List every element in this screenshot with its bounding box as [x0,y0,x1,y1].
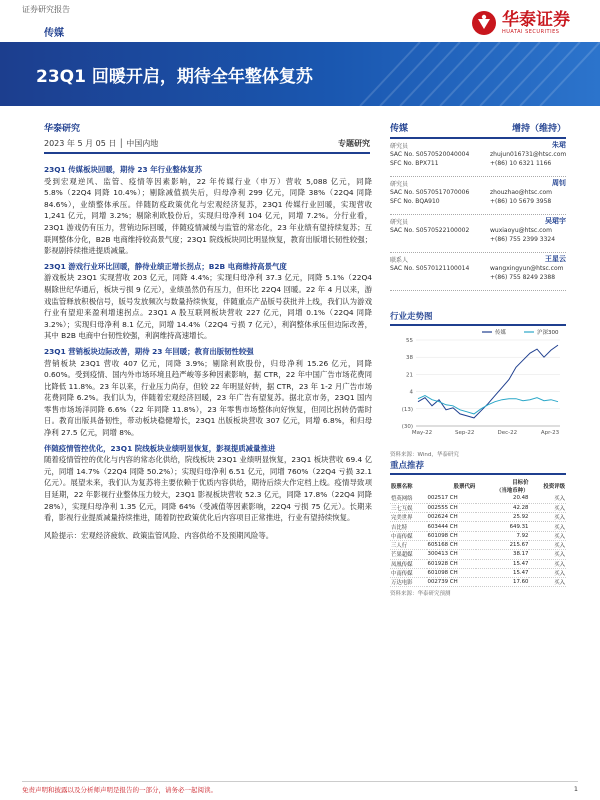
brand-logo [471,10,570,36]
stock-code: 605168 CH [427,540,477,549]
meta-row [44,138,370,154]
industry-trend-chart [390,326,566,444]
picks-row [390,494,566,503]
picks-header-name: 股票名称 [391,484,413,490]
x-tick-label: Apr-23 [540,430,560,436]
stock-name: 万达电影 [390,578,427,587]
rating: 增持（维持） [511,124,566,134]
picks-header-target-bottom: （当地币种） [496,488,529,494]
analyst-phone: +(86) 10 6321 1166 [490,160,552,167]
picks-table [390,478,566,587]
stock-name: 恺英网络 [390,494,427,503]
rating-bar [390,121,566,139]
analyst-card [390,215,566,253]
date-location: 2023 年 5 月 05 日 │ 中国内地 [44,139,159,148]
y-tick-label: (30) [401,424,413,430]
legend-label: 传媒 [495,330,507,336]
analyst-role: 研究员 [390,219,409,226]
analyst-phone: +(86) 755 2399 3324 [490,236,556,243]
analyst-sac: SAC No. S0570522100002 [390,227,470,234]
report-category: 传媒 [44,28,64,39]
x-tick-label: Sep-22 [454,430,475,436]
title-banner [0,42,600,106]
section-body: 受到宏观逆风、监管、疫情等因素影响，22 年传媒行业（申万）营收 5,088 亿元，同降 5.8%（22Q4 同降 10.4%）；剔除减值损失后，归母净利 299 亿元，同降 38%（22Q4 同降 84.6%），业绩整体承压。伴随防疫政策优化与宏观经济复苏，23Q1 传媒行业回暖，实现营收 1,241 亿元，同增 3.2%；剔除利欧股份后，实现归母净利 104 亿元，同增 7.2%。分行业看，23Q1 游戏仍有压力，营销边际回暖，伴随疫情减缓与监管的常态化，23 年业绩有望持续复苏；互联网整体分化，B2B 电商维持较高景气度；23Q1 院线板块同比明显恢复，教育出版增长韧性较强；影视剧持续推进提质减量。 [44,176,372,256]
investment-rating: 买入 [529,578,566,587]
stock-code: 002517 CH [427,494,477,503]
stock-name: 三七互娱 [390,503,427,512]
report-label: 证券研究报告 [22,5,70,14]
huatai-logo-icon [471,10,497,36]
report-title: 23Q1 回暖开启，期待全年整体复苏 [36,67,313,87]
target-price: 15.47 [476,559,529,568]
analyst-name: 王星云 [545,255,566,263]
investment-rating: 买入 [529,513,566,522]
picks-row [390,568,566,577]
analyst-phone: +(86) 10 5679 3958 [490,198,552,205]
target-price: 17.60 [476,578,529,587]
page-footer [22,781,578,794]
picks-header-target [476,478,529,494]
section-title: 23Q1 传媒板块回暖，期待 23 年行业整体复苏 [44,165,202,174]
section-body: 营销板块 23Q1 营收 407 亿元，同降 3.9%；剔除利欧股份，归母净利 15.26 亿元，同降 0.60%。受到疫情、国内外市场环境且趋严峻等多种因素影响，据 CTR，22 年中国广告市场花费同比降低 11.8%。23 年以来，行业压力尚存，但较 22 年明显好转，据 CTR，23 年 1-2 月广告市场花费同降 6.2%。我们认为，伴随着宏观经济回暖，23 年广告有望复苏。据北京市务，23Q1 国内零售市场场洋同降 6.6%（22 年同降 11.8%），23 年零售市场整体向好恢复，但同比拐转仍需时日。教育出版具备韧性，带动板块稳健增长，23Q1 出版板块营收 307 亿元，同增 6.8%，和归母净利 27.5 亿元，同增 8%。 [44,358,372,438]
section-title: 23Q1 游戏行业环比回暖，静待业绩正增长拐点；B2B 电商维持高景气度 [44,261,287,271]
stock-name: 中南传媒 [390,531,427,540]
picks-row [390,578,566,587]
analyst-phone: +(86) 755 8249 2388 [490,274,556,281]
section-title: 23Q1 营销板块边际改善，期待 23 年回暖；教育出版韧性较强 [44,346,254,356]
stock-code: 002624 CH [427,513,477,522]
main-content [44,160,372,541]
analyst-email[interactable]: zhouzhao@htsc.com [490,189,553,196]
target-price: 15.47 [476,568,529,577]
brand-name: 华泰证券 [502,9,570,30]
series-line-media [418,345,558,418]
analyst-sac: SAC No. S0570121100014 [390,265,470,272]
section-body: 游戏板块 23Q1 实现营收 203 亿元，同降 4.4%；实现归母净利 37.3 亿元，同降 5.1%（22Q4 剔除世纪华通后，板块亏损 9 亿元），业绩虽然仍有压力，但环比 22Q4 回暖。22 年 4 月以来，游戏监管释放积极信号，版号发放频次与数量持续恢复，伴随重点产品版号获批并上线，我们认为游戏行业有望迎来盈利增速拐点。23Q1 A 股互联网板块营收 227 亿元，同增 0.1%（22Q4 同降 3.2%）；实现归母净利 8.1 亿元，同增 14.4%（22Q4 亏损 7 亿元），利润整体承压但边际改善，其中 B2B 电商中台韧性较强，利润维持高速增长。 [44,273,372,341]
analyst-email[interactable]: zhujun016731@htsc.com [490,151,567,158]
banner-stripes-decoration [320,42,600,106]
analyst-card [390,177,566,215]
analyst-name: 吴珺宇 [545,217,566,225]
picks-source: 资料来源：华泰研究预测 [390,591,451,598]
y-tick-label: 4 [409,389,413,396]
target-price: 38.17 [476,550,529,559]
analyst-card [390,139,566,177]
industry-chart-section [390,310,566,458]
picks-header-rating: 投资评级 [543,484,565,490]
investment-rating: 买入 [529,540,566,549]
report-type: 专题研究 [338,139,370,148]
investment-rating: 买入 [529,503,566,512]
brand-name-en: HUATAI SECURITIES [502,28,560,35]
section-body: 随着疫情管控的优化与内容的常态化供给，院线板块 23Q1 业绩明显恢复，23Q1 板块营收 69.4 亿元，同增 14.7%（22Q4 同降 50.2%）；实现归母净利 6.51 亿元，同增 760%（22Q4 亏损 32.1 亿元）。展望未来，我们认为复苏将主要依赖于优质内容供给，期待后续大作定档上线。疫情导致项目延期，22 年影视行业整体压力较大，23Q1 影视板块营收 52.3 亿元，同降 17.8%（22Q4 同降 28%），实现归母净利 1.35 亿元，同降 64%（受减值等因素影响，22Q4 亏损 75 亿元）。长期来看，影视行业提质减量持续推进，随着防控政策优化后内容项目正常推进，行业有望持续恢复。 [44,455,372,523]
target-price: 649.31 [476,522,529,531]
analyst-name: 朱珺 [552,141,566,149]
analyst-role: 研究员 [390,181,409,188]
stock-name: 完美世界 [390,513,427,522]
x-tick-label: Dec-22 [497,430,518,436]
key-picks-section [390,459,566,597]
stock-name: 吉比特 [390,522,427,531]
x-tick-label: May-22 [411,430,433,436]
picks-row [390,513,566,522]
analyst-sfc: SFC No. BPX711 [390,160,439,167]
chart-heading: 行业走势图 [390,310,566,326]
sidebar [390,121,566,291]
y-tick-label: 21 [406,372,413,379]
picks-header-code: 股票代码 [453,484,476,490]
stock-code: 603444 CH [427,522,477,531]
section-title: 伴随疫情管控优化，23Q1 院线板块业绩明显恢复，影视提质减量推进 [44,443,276,453]
investment-rating: 买入 [529,559,566,568]
picks-row [390,503,566,512]
sector-name: 传媒 [390,124,409,134]
stock-name: 中南传媒 [390,568,427,577]
analyst-card [390,253,566,291]
risk-note: 风险提示：宏观经济疲软、政策监管风险、内容供给不及预期风险等。 [44,530,274,540]
analyst-sfc: SFC No. BQA910 [390,198,440,205]
target-price: 42.28 [476,503,529,512]
page-number: 1 [573,785,578,793]
analyst-sac: SAC No. S0570520040004 [390,151,470,158]
target-price: 215.67 [476,540,529,549]
picks-row [390,559,566,568]
picks-heading: 重点推荐 [390,459,566,475]
investment-rating: 买入 [529,531,566,540]
stock-code: 601928 CH [427,559,477,568]
y-tick-label: (13) [401,406,413,413]
picks-row [390,531,566,540]
stock-name: 芒果超媒 [390,550,427,559]
research-label: 华泰研究 [44,124,81,134]
investment-rating: 买入 [529,494,566,503]
picks-row [390,540,566,549]
series-line-csi300 [418,396,558,414]
stock-code: 601098 CH [427,568,477,577]
legend-label: 沪深300 [537,330,559,336]
investment-rating: 买入 [529,522,566,531]
analyst-sac: SAC No. S0570517070006 [390,189,470,196]
stock-code: 002555 CH [427,503,477,512]
picks-header-target-top: 目标价 [512,480,529,486]
analyst-role: 联系人 [390,257,409,264]
stock-code: 300413 CH [427,550,477,559]
stock-code: 002739 CH [427,578,477,587]
stock-name: 凤凰传媒 [390,559,427,568]
target-price: 7.92 [476,531,529,540]
analyst-email[interactable]: wuxiaoyu@htsc.com [490,227,552,234]
analyst-name: 周钊 [552,179,566,187]
target-price: 20.48 [476,494,529,503]
investment-rating: 买入 [529,550,566,559]
y-tick-label: 38 [406,355,413,362]
stock-name: 三人行 [390,540,427,549]
analyst-email[interactable]: wangxingyun@htsc.com [490,265,564,272]
picks-row [390,550,566,559]
y-tick-label: 55 [406,338,413,344]
disclaimer: 免责声明和披露以及分析师声明是报告的一部分，请务必一起阅读。 [22,786,217,794]
picks-header-row [390,478,566,494]
investment-rating: 买入 [529,568,566,577]
analyst-role: 研究员 [390,143,409,150]
picks-row [390,522,566,531]
stock-code: 601098 CH [427,531,477,540]
target-price: 25.92 [476,513,529,522]
chart-source: 资料来源：Wind，华泰研究 [390,452,459,458]
